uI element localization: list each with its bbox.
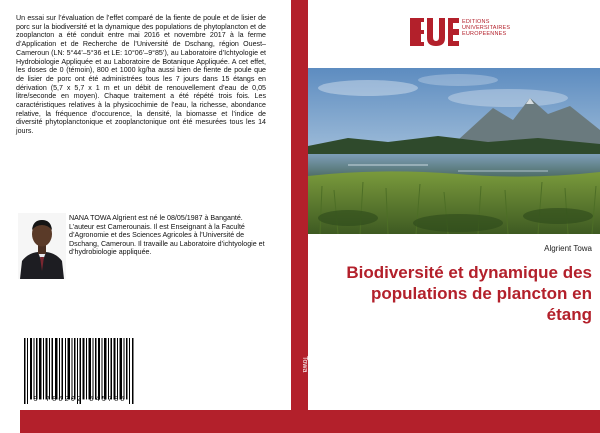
back-summary-text: Un essai sur l’évaluation de l’effet comparé de la fiente de poule et de lisier de porc sur la biodiversité et la dynamique des populations de phytoplancton et de zooplancton a été conduit entre mai 2016 et novembre 2017 à la ferme d’Application et de Recherche de l’Université de Dschang, région Ouest–Cameroun (LN: 5°44’–5°36 et LE: 10°06’–9°85’), au Laboratoire d’Ichtyologie et Hydrobiologie Appliquée et au Laboratoire de Botanique Appliquée. A cet effet, les doses de 0 (témoin), 800 et 1000 kg/ha aussi bien de fiente de poule que de lisier de porc ont été administrées tous les 7 jours dans 15 étangs en dérivation (5,7 x 5,7 x 1 m et un débit de renouvellement d’eau de 0,05 litre/seconde en moyen). Chaque traitement a été répété trois fois. Les caractéristiques relatives à la physicochimie de l’eau, la richesse, abondance relative, la fréquence d’occurence, la densité, la biomasse et l’indice de diversité phytoplanctonique et zooplanctonique ont été mesurées tous les 14 jours.	[16, 14, 266, 136]
publisher-line-1: EDITIONS	[462, 19, 490, 25]
author-bio: NANA TOWA Algrient est né le 08/05/1987 à Banganté. L’auteur est Camerounais. Il est Enseignant à la Faculté d’Agronomie et des Sciences Agricoles à l’Université de Dschang, Cameroun. Il travaille au Laboratoire d’ichtyologie et d’hydrobiologie appliquée.	[69, 214, 265, 257]
publisher-logo-icon	[410, 17, 460, 47]
cover-photo-lake	[308, 68, 600, 234]
book-title: Biodiversité et dynamique des populations de plancton en étang	[346, 263, 592, 324]
cover-author-name: Algrient Towa	[544, 244, 592, 253]
publisher-logo	[410, 17, 560, 49]
isbn-barcode	[22, 338, 138, 404]
spine-author: Towa	[301, 355, 308, 373]
publisher-line-2: UNIVERSITAIRES	[462, 25, 511, 31]
author-photo	[18, 213, 66, 279]
publisher-name	[462, 19, 562, 37]
isbn-number: 9 786202 545785	[33, 396, 127, 404]
front-bottom-band	[308, 410, 600, 433]
publisher-line-3: EUROPEENNES	[462, 31, 507, 37]
back-bottom-band	[20, 410, 291, 433]
